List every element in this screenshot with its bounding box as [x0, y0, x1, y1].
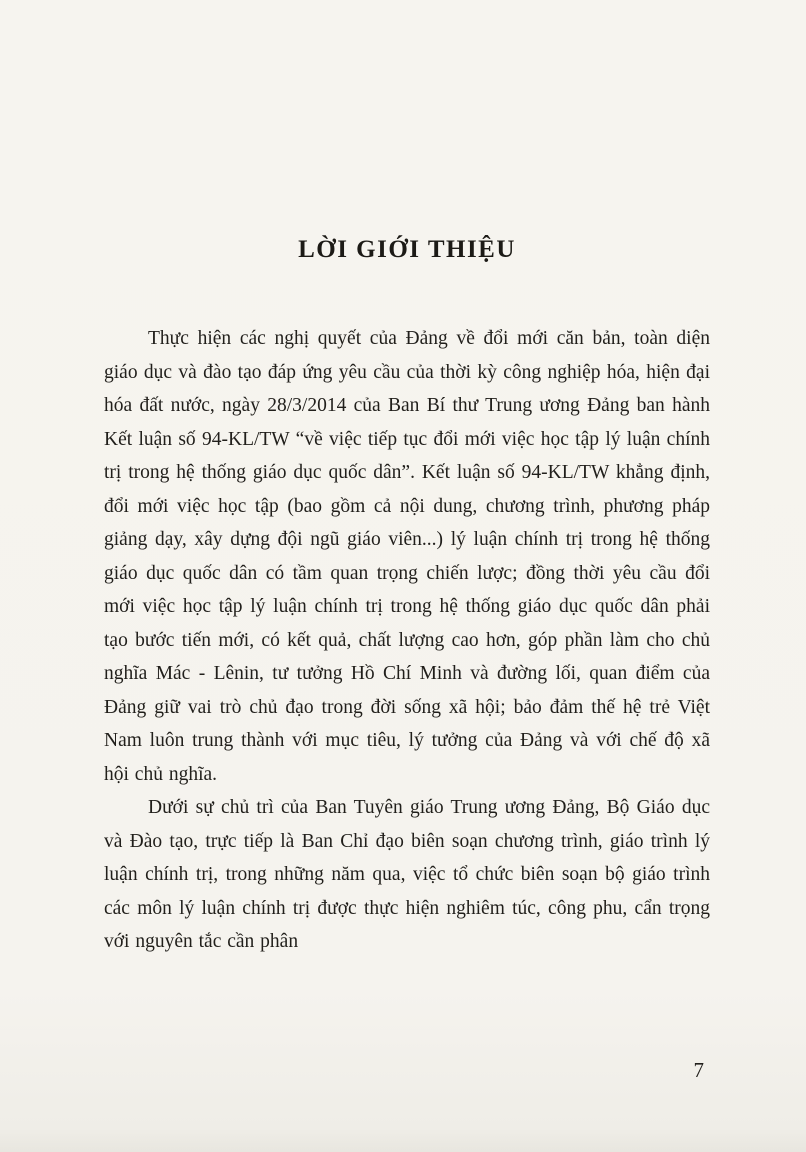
page-number: 7	[693, 1058, 704, 1082]
page-body	[104, 322, 710, 959]
paragraph-2: Dưới sự chủ trì của Ban Tuyên giáo Trung ương Đảng, Bộ Giáo dục và Đào tạo, trực tiếp là Ban Chỉ đạo biên soạn chương trình, giáo trình lý luận chính trị, trong những năm qua, việc tổ chức biên soạn bộ giáo trình các môn lý luận chính trị được thực hiện nghiêm túc, công phu, cẩn trọng với nguyên tắc cần phân	[104, 797, 710, 952]
page-title: LỜI GIỚI THIỆU	[298, 236, 516, 263]
paragraph-1: Thực hiện các nghị quyết của Đảng về đổi mới căn bản, toàn diện giáo dục và đào tạo đáp ứng yêu cầu của thời kỳ công nghiệp hóa, hiện đại hóa đất nước, ngày 28/3/2014 của Ban Bí thư Trung ương Đảng ban hành Kết luận số 94-KL/TW “về việc tiếp tục đổi mới việc học tập lý luận chính trị trong hệ thống giáo dục quốc dân”. Kết luận số 94-KL/TW khẳng định, đổi mới việc học tập (bao gồm cả nội dung, chương trình, phương pháp giảng dạy, xây dựng đội ngũ giáo viên...) lý luận chính trị trong hệ thống giáo dục quốc dân có tầm quan trọng chiến lược; đồng thời yêu cầu đổi mới việc học tập lý luận chính trị trong hệ thống giáo dục quốc dân phải tạo bước tiến mới, có kết quả, chất lượng cao hơn, góp phần làm cho chủ nghĩa Mác - Lênin, tư tưởng Hồ Chí Minh và đường lối, quan điểm của Đảng giữ vai trò chủ đạo trong đời sống xã hội; bảo đảm thế hệ trẻ Việt Nam luôn trung thành với mục tiêu, lý tưởng của Đảng và với chế độ xã hội chủ nghĩa.	[104, 328, 710, 785]
